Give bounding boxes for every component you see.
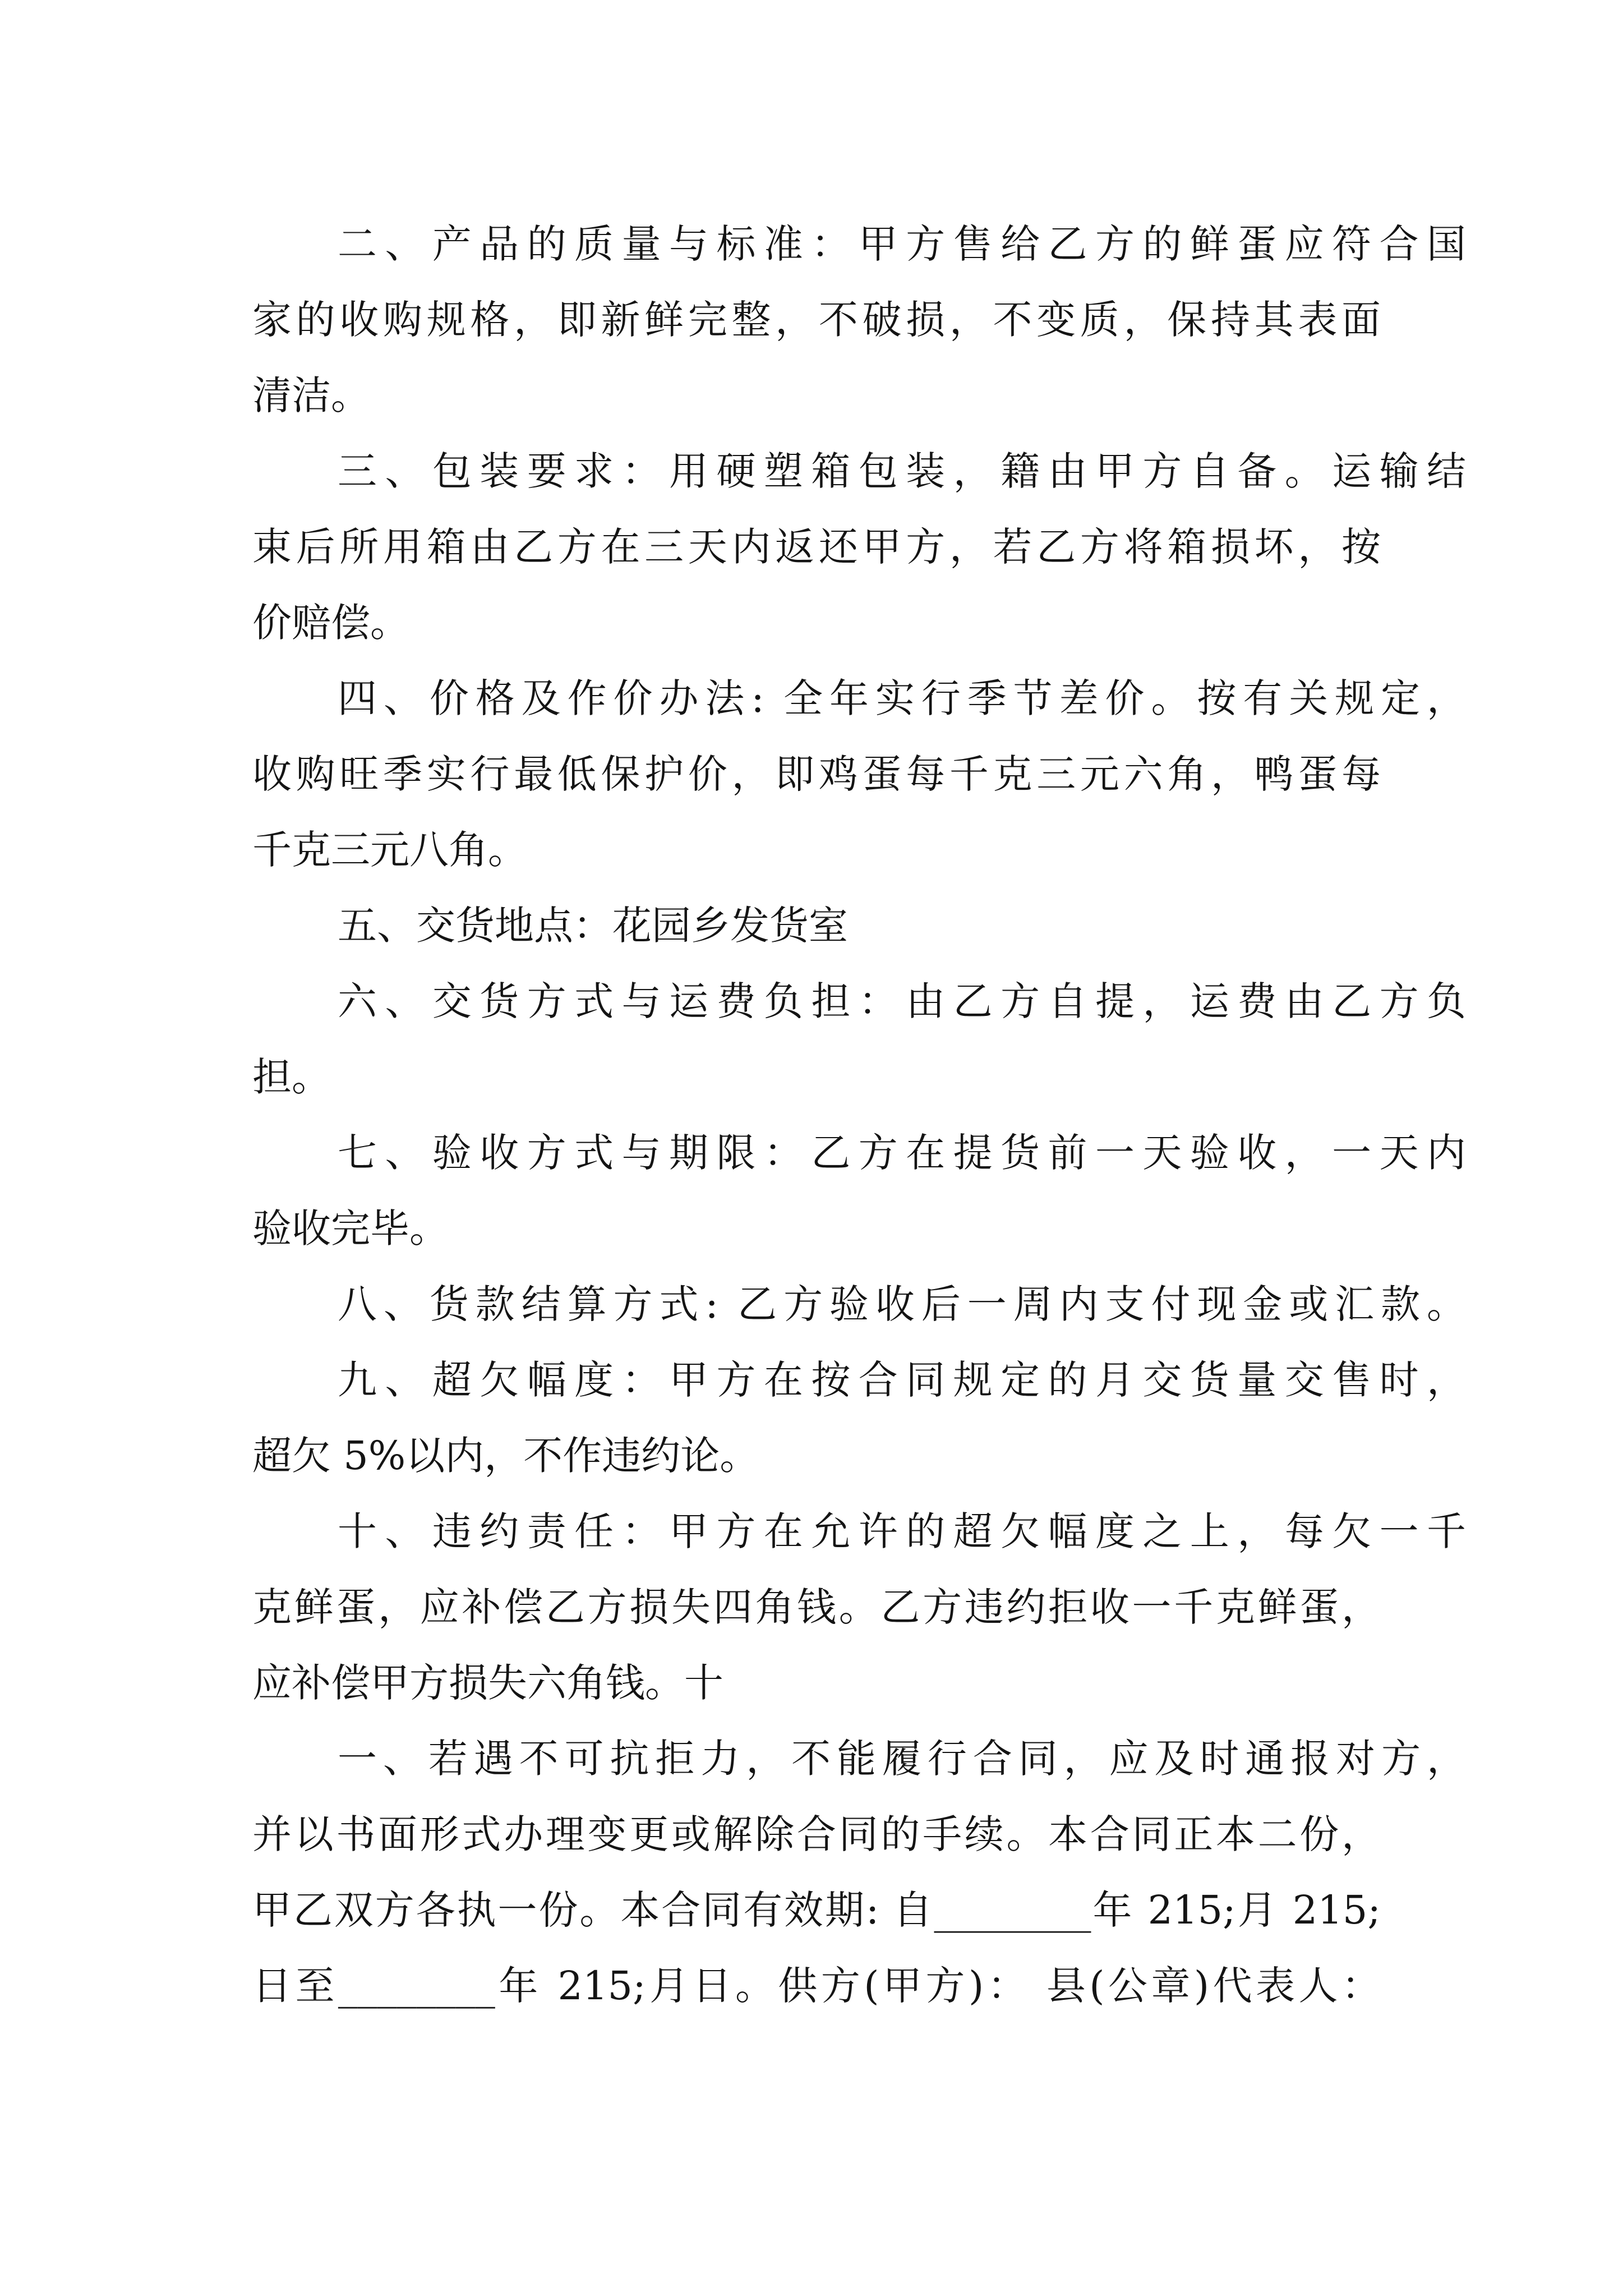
text-line: 八、货款结算方式: 乙方验收后一周内支付现金或汇款。 [338, 1281, 1466, 1327]
text-line: 二、产品的质量与标准：甲方售给乙方的鲜蛋应符合国 [338, 221, 1466, 267]
text-line: 十、违约责任：甲方在允许的超欠幅度之上，每欠一千 [338, 1508, 1466, 1554]
text-line: 四、价格及作价办法: 全年实行季节差价。按有关规定， [338, 675, 1466, 721]
text-line: 克鲜蛋，应补偿乙方损失四角钱。乙方违约拒收一千克鲜蛋， [252, 1584, 1381, 1630]
text-line: 价赔偿。 [252, 600, 409, 646]
text-line: 收购旺季实行最低保护价，即鸡蛋每千克三元六角，鸭蛋每 [252, 751, 1381, 797]
text-line: 清洁。 [252, 372, 370, 418]
text-line: 日至________年 215;月日。供方(甲方)： 县(公章)代表人： [252, 1963, 1381, 2009]
text-line: 担。 [252, 1054, 331, 1100]
text-line: 一、若遇不可抗拒力，不能履行合同，应及时通报对方， [338, 1736, 1466, 1782]
text-line: 七、验收方式与期限：乙方在提货前一天验收，一天内 [338, 1130, 1466, 1176]
text-line: 家的收购规格，即新鲜完整，不破损，不变质，保持其表面 [252, 297, 1381, 343]
text-line: 超欠 5%以内，不作违约论。 [252, 1433, 759, 1479]
text-line: 六、交货方式与运费负担：由乙方自提，运费由乙方负 [338, 978, 1466, 1024]
text-line: 束后所用箱由乙方在三天内返还甲方，若乙方将箱损坏，按 [252, 524, 1381, 570]
text-line: 甲乙双方各执一份。本合同有效期: 自________年 215;月 215; [252, 1887, 1381, 1933]
text-line: 并以书面形式办理变更或解除合同的手续。本合同正本二份， [252, 1811, 1381, 1857]
text-line: 千克三元八角。 [252, 827, 527, 873]
text-line: 五、交货地点：花园乡发货室 [338, 903, 848, 949]
text-line: 验收完毕。 [252, 1205, 449, 1251]
text-line: 应补偿甲方损失六角钱。十 [252, 1660, 723, 1706]
text-line: 三、包装要求：用硬塑箱包装，籍由甲方自备。运输结 [338, 448, 1466, 494]
text-line: 九、超欠幅度：甲方在按合同规定的月交货量交售时， [338, 1357, 1466, 1403]
